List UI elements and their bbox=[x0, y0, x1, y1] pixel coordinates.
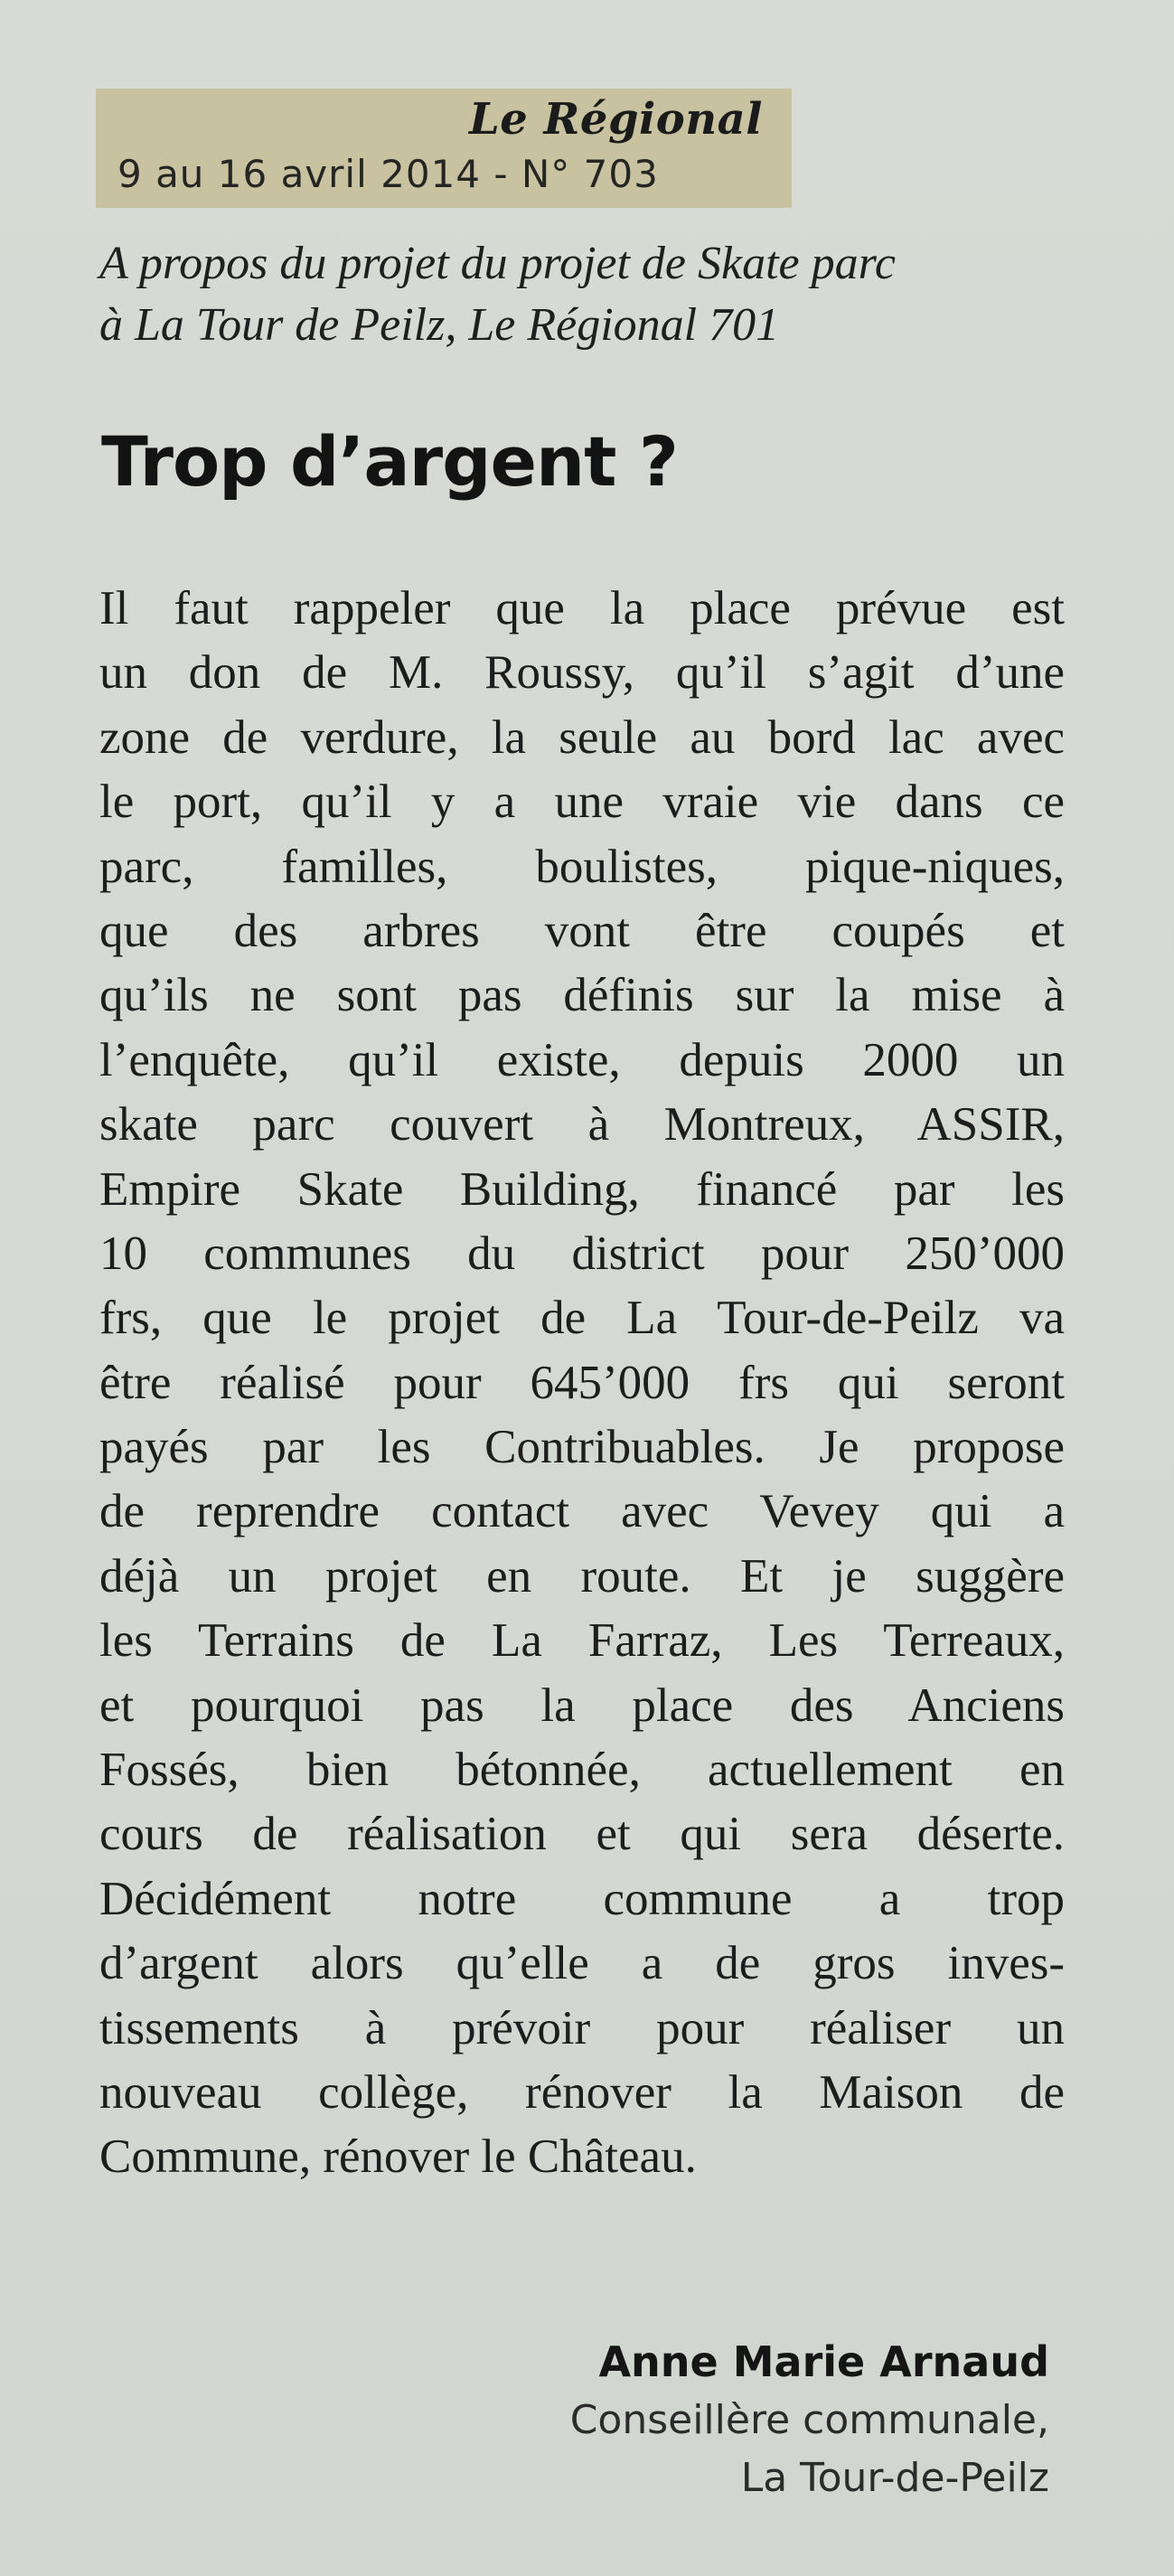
body-line: le port, qu’il y a une vraie vie dans ce bbox=[99, 776, 1065, 829]
article-context bbox=[99, 233, 1085, 356]
context-line: à La Tour de Peilz, Le Régional 701 bbox=[99, 299, 780, 351]
body-line: cours de réalisation et qui sera déserte. bbox=[99, 1808, 1065, 1861]
body-line: tissements à prévoir pour réaliser un bbox=[99, 2001, 1065, 2054]
body-line: de reprendre contact avec Vevey qui a bbox=[99, 1485, 1065, 1538]
body-line: Décidément notre commune a trop bbox=[99, 1872, 1065, 1925]
body-line: d’argent alors qu’elle a de gros inves- bbox=[99, 1937, 1065, 1990]
body-line: payés par les Contribuables. Je propose bbox=[99, 1421, 1065, 1474]
body-line: Empire Skate Building, financé par les bbox=[99, 1162, 1065, 1216]
issue-date: 9 au 16 avril 2014 - N° 703 bbox=[117, 152, 659, 196]
context-line: A propos du projet du projet de Skate parc bbox=[99, 238, 897, 289]
body-line: déjà un projet en route. Et je suggère bbox=[99, 1549, 1065, 1603]
body-line: parc, familles, boulistes, pique-niques, bbox=[99, 840, 1065, 893]
body-line: Commune, rénover le Château. bbox=[99, 2130, 697, 2184]
body-line: nouveau collège, rénover la Maison de bbox=[99, 2065, 1065, 2119]
body-line: un don de M. Roussy, qu’il s’agit d’une bbox=[99, 646, 1065, 700]
body-line: Fossés, bien bétonnée, actuellement en bbox=[99, 1744, 1065, 1797]
author-name: Anne Marie Arnaud bbox=[598, 2337, 1049, 2386]
article-headline: Trop d’argent ? bbox=[101, 421, 679, 502]
body-line: frs, que le projet de La Tour-de-Peilz va bbox=[99, 1292, 1065, 1345]
signature-block bbox=[570, 2332, 1049, 2507]
body-line: les Terrains de La Farraz, Les Terreaux, bbox=[99, 1614, 1065, 1668]
body-line: 10 communes du district pour 250’000 bbox=[99, 1227, 1065, 1280]
body-line: que des arbres vont être coupés et bbox=[99, 904, 1065, 957]
masthead bbox=[96, 89, 792, 208]
author-place: La Tour-de-Peilz bbox=[740, 2455, 1049, 2501]
body-line: skate parc couvert à Montreux, ASSIR, bbox=[99, 1098, 1065, 1152]
body-line: l’enquête, qu’il existe, depuis 2000 un bbox=[99, 1033, 1065, 1086]
body-line: Il faut rappeler que la place prévue est bbox=[99, 582, 1065, 635]
article-body bbox=[99, 577, 1065, 2190]
body-line: zone de verdure, la seule au bord lac avec bbox=[99, 710, 1065, 764]
body-line: qu’ils ne sont pas définis sur la mise à bbox=[99, 969, 1065, 1022]
body-line: être réalisé pour 645’000 frs qui seront bbox=[99, 1356, 1065, 1409]
newspaper-name: Le Régional bbox=[469, 94, 763, 145]
author-role: Conseillère communale, bbox=[569, 2397, 1049, 2443]
body-line: et pourquoi pas la place des Anciens bbox=[99, 1678, 1065, 1732]
